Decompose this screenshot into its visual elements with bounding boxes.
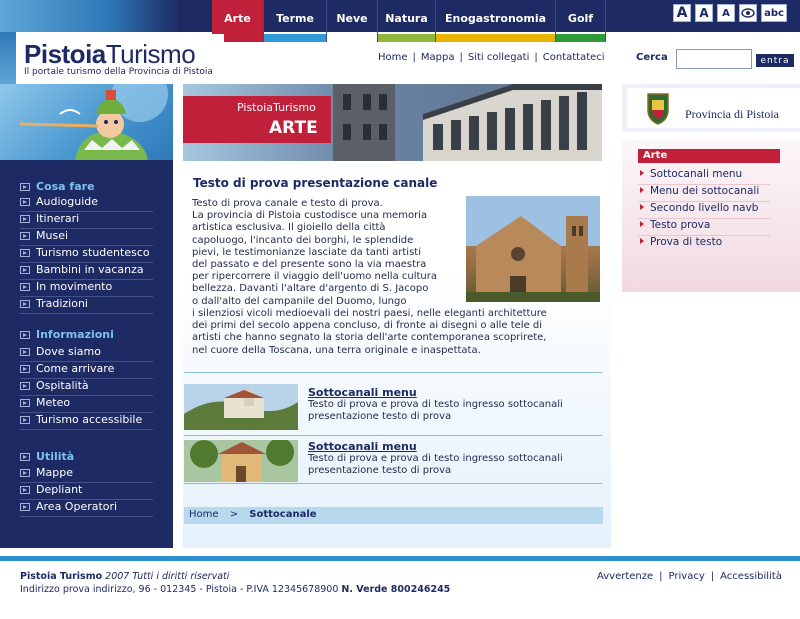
top-links: Home | Mappa | Siti collegati | Contattateci — [378, 52, 605, 63]
nav-item-area-operatori[interactable]: Area Operatori — [20, 500, 153, 517]
nav-item-itinerari[interactable]: Itinerari — [20, 212, 153, 229]
logo-name-light: Turismo — [105, 39, 196, 69]
coat-of-arms-icon — [645, 92, 671, 126]
church-photo — [466, 196, 600, 302]
right-menu-item[interactable]: Testo prova — [638, 219, 770, 236]
tab-enogastronomia[interactable]: Enogastronomia — [436, 0, 556, 42]
tab-color-bar — [436, 34, 555, 42]
nav-item-musei[interactable]: Musei — [20, 229, 153, 246]
nav-item-come-arrivare[interactable]: Come arrivare — [20, 362, 153, 379]
provincia-name: Provincia di Pistoia — [685, 107, 779, 121]
arrow-icon — [20, 416, 30, 424]
link-siti-collegati[interactable]: Siti collegati — [467, 52, 530, 63]
left-navigation — [0, 160, 173, 548]
site-logo[interactable] — [16, 34, 224, 80]
search-button[interactable]: entra — [756, 54, 794, 67]
font-small-button[interactable]: A — [717, 4, 735, 22]
arrow-icon — [20, 232, 30, 240]
tab-color-bar — [378, 34, 435, 42]
nav-section-informazioni: Informazioni — [20, 328, 114, 341]
arrow-icon — [20, 198, 30, 206]
link-mappa[interactable]: Mappa — [420, 52, 455, 63]
footer-copyright: Pistoia Turismo 2007 Tutti i diritti riservati — [20, 571, 230, 582]
arrow-icon — [20, 399, 30, 407]
right-menu-item[interactable]: Sottocanali menu — [638, 168, 770, 185]
nav-item-ospitalita[interactable]: Ospitalità — [20, 379, 153, 396]
link-home[interactable]: Home — [378, 52, 408, 63]
arrow-icon — [640, 187, 644, 193]
right-menu-heading: Arte — [638, 149, 780, 163]
tab-color-bar — [264, 34, 326, 42]
arrow-icon — [20, 331, 30, 339]
link-accessibilita[interactable]: Accessibilità — [720, 571, 782, 582]
nav-item-meteo[interactable]: Meteo — [20, 396, 153, 413]
arrow-icon — [20, 215, 30, 223]
tab-terme[interactable]: Terme — [264, 0, 327, 42]
divider — [184, 483, 602, 484]
tab-color-bar — [327, 34, 377, 42]
top-bar-gradient — [0, 0, 180, 32]
hero-banner — [183, 84, 602, 161]
arrow-icon — [20, 486, 30, 494]
link-avvertenze[interactable]: Avvertenze — [597, 571, 654, 582]
eye-icon[interactable] — [739, 4, 757, 22]
provincia-banner[interactable] — [622, 84, 800, 132]
arrow-icon — [20, 469, 30, 477]
intro-text: Testo di prova canale e testo di prova. La provincia di Pistoia custodisce una memoria artistica esclusiva. Il gioiello della città capoluogo, l'incanto dei borghi, le splendide pievi, le testimonianze lasciate da tanti artisti del passato e del presente sono la via maestra per ripercorrere il viaggio dell'uomo nella cultura bellezza. Davanti l'altare d'argento di S. Jacopo o dall'alto del campanile del Duomo, lungo — [192, 198, 437, 307]
arrow-icon — [20, 183, 30, 191]
teaser-title[interactable]: Sottocanali menu — [308, 440, 417, 453]
teaser-image[interactable] — [184, 384, 298, 430]
arrow-icon — [640, 238, 644, 244]
nav-item-in-movimento[interactable]: In movimento — [20, 280, 153, 297]
tab-neve[interactable]: Neve — [327, 0, 378, 42]
logo-name-bold: Pistoia — [24, 39, 106, 69]
right-menu-item[interactable]: Secondo livello navb — [638, 202, 770, 219]
teaser-image[interactable] — [184, 440, 298, 486]
arrow-icon — [20, 348, 30, 356]
nav-item-depliant[interactable]: Depliant — [20, 483, 153, 500]
tab-arte[interactable]: Arte — [212, 0, 264, 42]
nav-item-dove-siamo[interactable]: Dove siamo — [20, 345, 153, 362]
arrow-icon — [20, 283, 30, 291]
arrow-icon — [20, 382, 30, 390]
arrow-icon — [20, 266, 30, 274]
hero-section: ARTE — [269, 118, 318, 138]
arrow-icon — [20, 300, 30, 308]
arrow-icon — [640, 170, 644, 176]
nav-section-utilita: Utilità — [20, 450, 74, 463]
hero-label — [183, 96, 331, 143]
teaser-title[interactable]: Sottocanali menu — [308, 386, 417, 399]
arrow-icon — [20, 365, 30, 373]
breadcrumb-home[interactable]: Home — [189, 509, 219, 520]
font-large-button[interactable]: A — [673, 4, 691, 22]
tab-natura[interactable]: Natura — [378, 0, 436, 42]
link-privacy[interactable]: Privacy — [668, 571, 705, 582]
tab-golf[interactable]: Golf — [556, 0, 606, 42]
nav-item-turismo-accessibile[interactable]: Turismo accessibile — [20, 413, 153, 430]
nav-item-turismo-studentesco[interactable]: Turismo studentesco — [20, 246, 153, 263]
main-tabs — [212, 0, 606, 42]
accessibility-buttons — [673, 4, 787, 22]
nav-item-mappe[interactable]: Mappe — [20, 466, 153, 483]
search-input[interactable] — [676, 49, 752, 69]
breadcrumb-separator: > — [229, 509, 239, 520]
intro-text-continued: i silenziosi vicoli medioevali dei nostri paesi, nelle eleganti architetture dei primi del secolo appena concluso, di fronte ai disegni o alle tele di artisti che hanno segnato la storia dell'arte contemporanea scoprirete, nel cuore della Toscana, una terra originale e inaspettata. — [192, 308, 547, 356]
arrow-icon — [640, 204, 644, 210]
right-menu-item[interactable]: Prova di testo — [638, 236, 770, 253]
page-title: Testo di prova presentazione canale — [193, 176, 438, 190]
breadcrumb-current: Sottocanale — [249, 509, 317, 520]
footer-address: Indirizzo prova indirizzo, 96 - 012345 - Pistoia - P.IVA 12345678900 N. Verde 800246245 — [20, 584, 451, 595]
search-label: Cerca — [636, 52, 668, 63]
link-contattateci[interactable]: Contattateci — [542, 52, 605, 63]
teaser-text: Testo di prova e prova di testo ingresso sottocanali presentazione testo di prova — [308, 453, 563, 477]
teaser-text: Testo di prova e prova di testo ingresso sottocanali presentazione testo di prova — [308, 399, 563, 423]
pinocchio-image — [0, 84, 173, 160]
nav-item-bambini-in-vacanza[interactable]: Bambini in vacanza — [20, 263, 153, 280]
divider — [184, 435, 602, 436]
arrow-icon — [640, 221, 644, 227]
hero-brand: PistoiaTurismo — [237, 101, 316, 114]
font-medium-button[interactable]: A — [695, 4, 713, 22]
divider — [184, 372, 602, 373]
footer-links: Avvertenze | Privacy | Accessibilità — [597, 571, 782, 582]
right-menu-item[interactable]: Menu dei sottocanali — [638, 185, 770, 202]
nav-item-audioguide[interactable]: Audioguide — [20, 195, 153, 212]
logo-tagline: Il portale turismo della Provincia di Pistoia — [24, 67, 213, 77]
nav-section-cosa-fare: Cosa fare — [20, 180, 95, 193]
nav-item-tradizioni[interactable]: Tradizioni — [20, 297, 153, 314]
breadcrumb — [184, 507, 603, 524]
arrow-icon — [20, 453, 30, 461]
tab-color-bar — [556, 34, 605, 42]
logo-side-strip — [0, 32, 16, 84]
arrow-icon — [20, 503, 30, 511]
text-only-button[interactable]: abc — [761, 4, 787, 22]
arrow-icon — [20, 249, 30, 257]
